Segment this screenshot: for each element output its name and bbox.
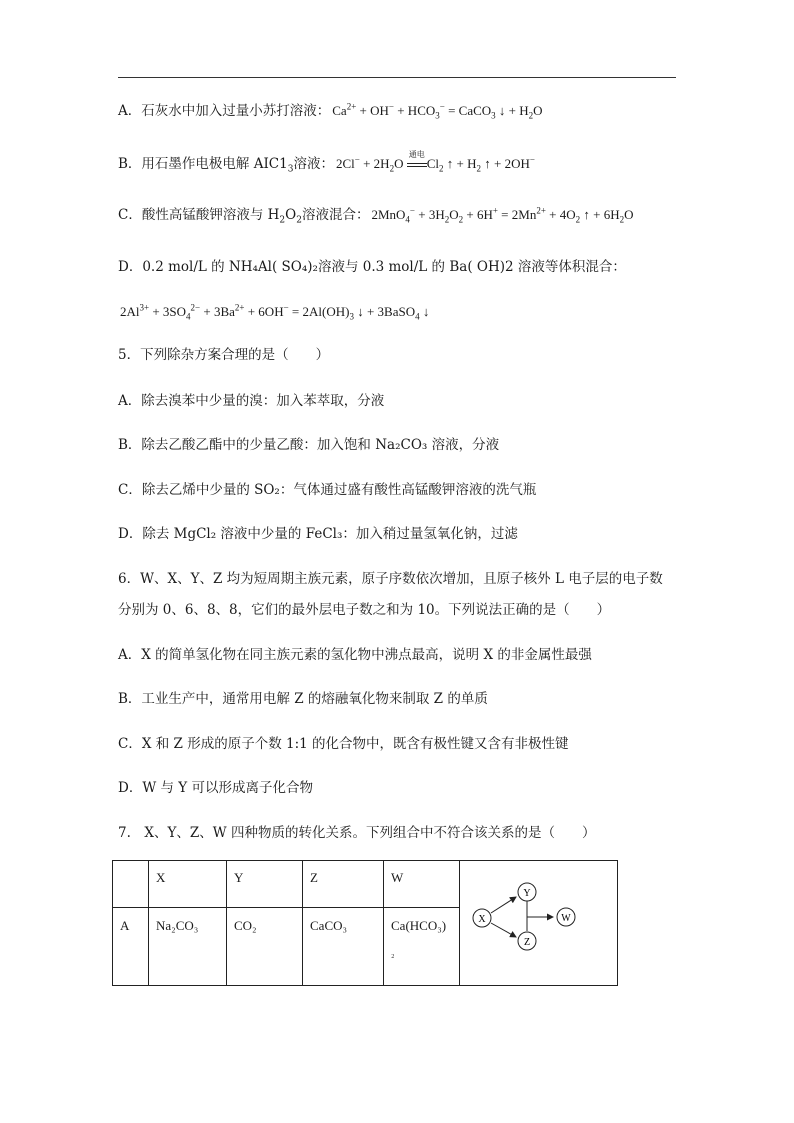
q6-option-d: D．W 与 Y 可以形成离子化合物: [118, 780, 313, 796]
q7-header-row: [113, 861, 618, 908]
q4-option-d: [118, 257, 626, 277]
q5-option-c: C．除去乙烯中少量的 SO₂：气体通过盛有酸性高锰酸钾溶液的洗气瓶: [118, 482, 537, 498]
row-a-z: CaCO₃: [310, 918, 348, 934]
header-rule: [118, 77, 676, 78]
q4-option-a-text: A．石灰水中加入过量小苏打溶液：: [118, 103, 331, 119]
q6-stem-line2: 分别为 0、6、8、8，它们的最外层电子数之和为 10。下列说法正确的是（ ）: [118, 602, 611, 618]
q4-option-a: [118, 101, 543, 121]
node-x-label: X: [478, 914, 486, 925]
q4-option-a-equation: $Ca^{2+} + OH^- + HCO_3^-$ = CaCO$_3$ ↓ + $H_2O$: [332, 101, 543, 121]
row-a-y: CO₂: [234, 918, 257, 934]
q5-option-b: B．除去乙酸乙酯中的少量乙酸：加入饱和 Na₂CO₃ 溶液，分液: [118, 437, 500, 453]
row-a-w: Ca(HCO₃): [391, 918, 447, 934]
row-a-label: A: [120, 918, 130, 934]
q4-option-c: C．酸性高锰酸钾溶液与 $H_2O_2$溶液混合： $2MnO_4^- + 3H_2O_2 + 6H^+ = 2Mn^{2+} + 4O_2$ ↑ + $6H_2O$: [118, 205, 634, 226]
arrow-x-to-y: [491, 897, 516, 913]
q4-option-c-text: C．酸性高锰酸钾溶液与 H: [118, 207, 280, 223]
q4-option-b: B．用石墨作电极电解 $AIC1_3$溶液： $2Cl^- + 2H_2O$ 通电 $Cl_2$ ↑ + $H_2$ ↑ + 2OH−: [118, 154, 535, 174]
q4-option-c-equation: $2MnO_4^- + 3H_2O_2 + 6H^+ = 2Mn^{2+} + 4O_2$ ↑ + $6H_2O$: [371, 205, 634, 225]
q6-stem-line1: 6．W、X、Y、Z 均为短周期主族元素，原子序数依次增加，且原子核外 L 电子层的电子数: [118, 571, 663, 587]
electrolysis-label: 通电: [408, 150, 425, 159]
q4-option-d-text: D．0.2 mol/L 的 NH₄Al( SO₄)₂溶液与 0.3 mol/L 的 Ba( OH)2 溶液等体积混合：: [118, 259, 626, 275]
q4-option-d-equation: $2Al^{3+} + 3SO_4^{2-} + 3Ba^{2+} + 6OH^- = 2Al(OH)_3$ ↓ + 3BaSO$_4$ ↓: [120, 302, 430, 322]
q4-option-b-equation: $2Cl^- + 2H_2O$ 通电 $Cl_2$ ↑ + $H_2$ ↑ + 2OH−: [336, 156, 535, 171]
conversion-diagram-cell: [460, 861, 618, 986]
q7-stem: 7. X、Y、Z、W 四种物质的转化关系。下列组合中不符合该关系的是（ ）: [118, 825, 596, 841]
q6-option-b: B．工业生产中，通常用电解 Z 的熔融氧化物来制取 Z 的单质: [118, 691, 488, 707]
node-z-label: Z: [523, 937, 531, 948]
q5-option-d: D．除去 MgCl₂ 溶液中少量的 FeCl₃：加入稍过量氢氧化钠，过滤: [118, 526, 518, 542]
q7-table: [112, 860, 618, 986]
node-w-label: W: [561, 913, 571, 924]
q6-option-c: C．X 和 Z 形成的原子个数 1:1 的化合物中，既含有极性键又含有非极性键: [118, 736, 569, 752]
arrow-x-to-z: [491, 923, 516, 937]
row-a-w-subscript: ₂: [391, 948, 395, 960]
row-a-x: Na₂CO₃: [156, 918, 199, 934]
node-y-label: Y: [523, 888, 531, 899]
header-y: Y: [234, 870, 244, 885]
q5-option-a: A．除去溴苯中少量的溴：加入苯萃取，分液: [118, 393, 385, 409]
q4-option-b-text: B．用石墨作电极电解 AIC1: [118, 156, 288, 172]
header-x: X: [156, 870, 166, 885]
q6-option-a: A．X 的简单氢化物在同主族元素的氢化物中沸点最高，说明 X 的非金属性最强: [118, 647, 592, 663]
header-z: Z: [310, 870, 318, 885]
header-w: W: [391, 870, 404, 885]
conversion-diagram: [460, 861, 617, 981]
q5-stem: 5．下列除杂方案合理的是（ ）: [118, 347, 330, 363]
